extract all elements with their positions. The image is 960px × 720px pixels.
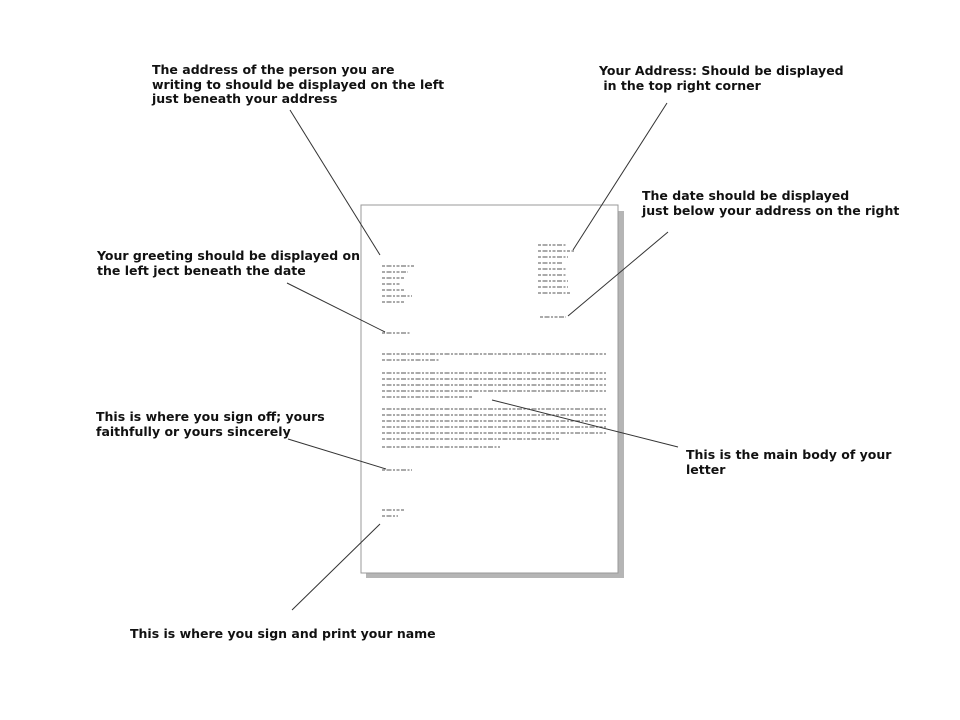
label-date: [642, 189, 899, 218]
label-line: faithfully or yours sincerely: [96, 423, 291, 439]
label-line: letter: [686, 461, 726, 477]
label-main-body: [686, 448, 891, 477]
label-signature: [130, 627, 436, 642]
label-line: This is where you sign off; yours: [96, 409, 325, 424]
label-line: This is where you sign and print your name: [130, 626, 436, 641]
label-line: just beneath your address: [152, 91, 338, 106]
label-line: the left ject beneath the date: [97, 262, 306, 278]
label-sign-off: [96, 410, 325, 439]
label-line: just below your address on the right: [642, 202, 900, 218]
label-line: The date should be displayed: [642, 188, 850, 203]
label-line: writing to should be displayed on the left: [152, 76, 445, 92]
label-recipient-address: [152, 63, 444, 107]
leader-line-recipient: [290, 110, 380, 255]
label-line: Your Address: Should be displayed: [599, 63, 844, 78]
letter-page: [361, 205, 618, 573]
label-greeting: [97, 249, 360, 278]
label-line: The address of the person you are: [152, 62, 395, 77]
label-line: This is the main body of your: [686, 447, 892, 462]
label-line: in the top right corner: [599, 77, 761, 93]
label-your-address: [599, 64, 844, 93]
label-line: Your greeting should be displayed on: [97, 248, 360, 263]
